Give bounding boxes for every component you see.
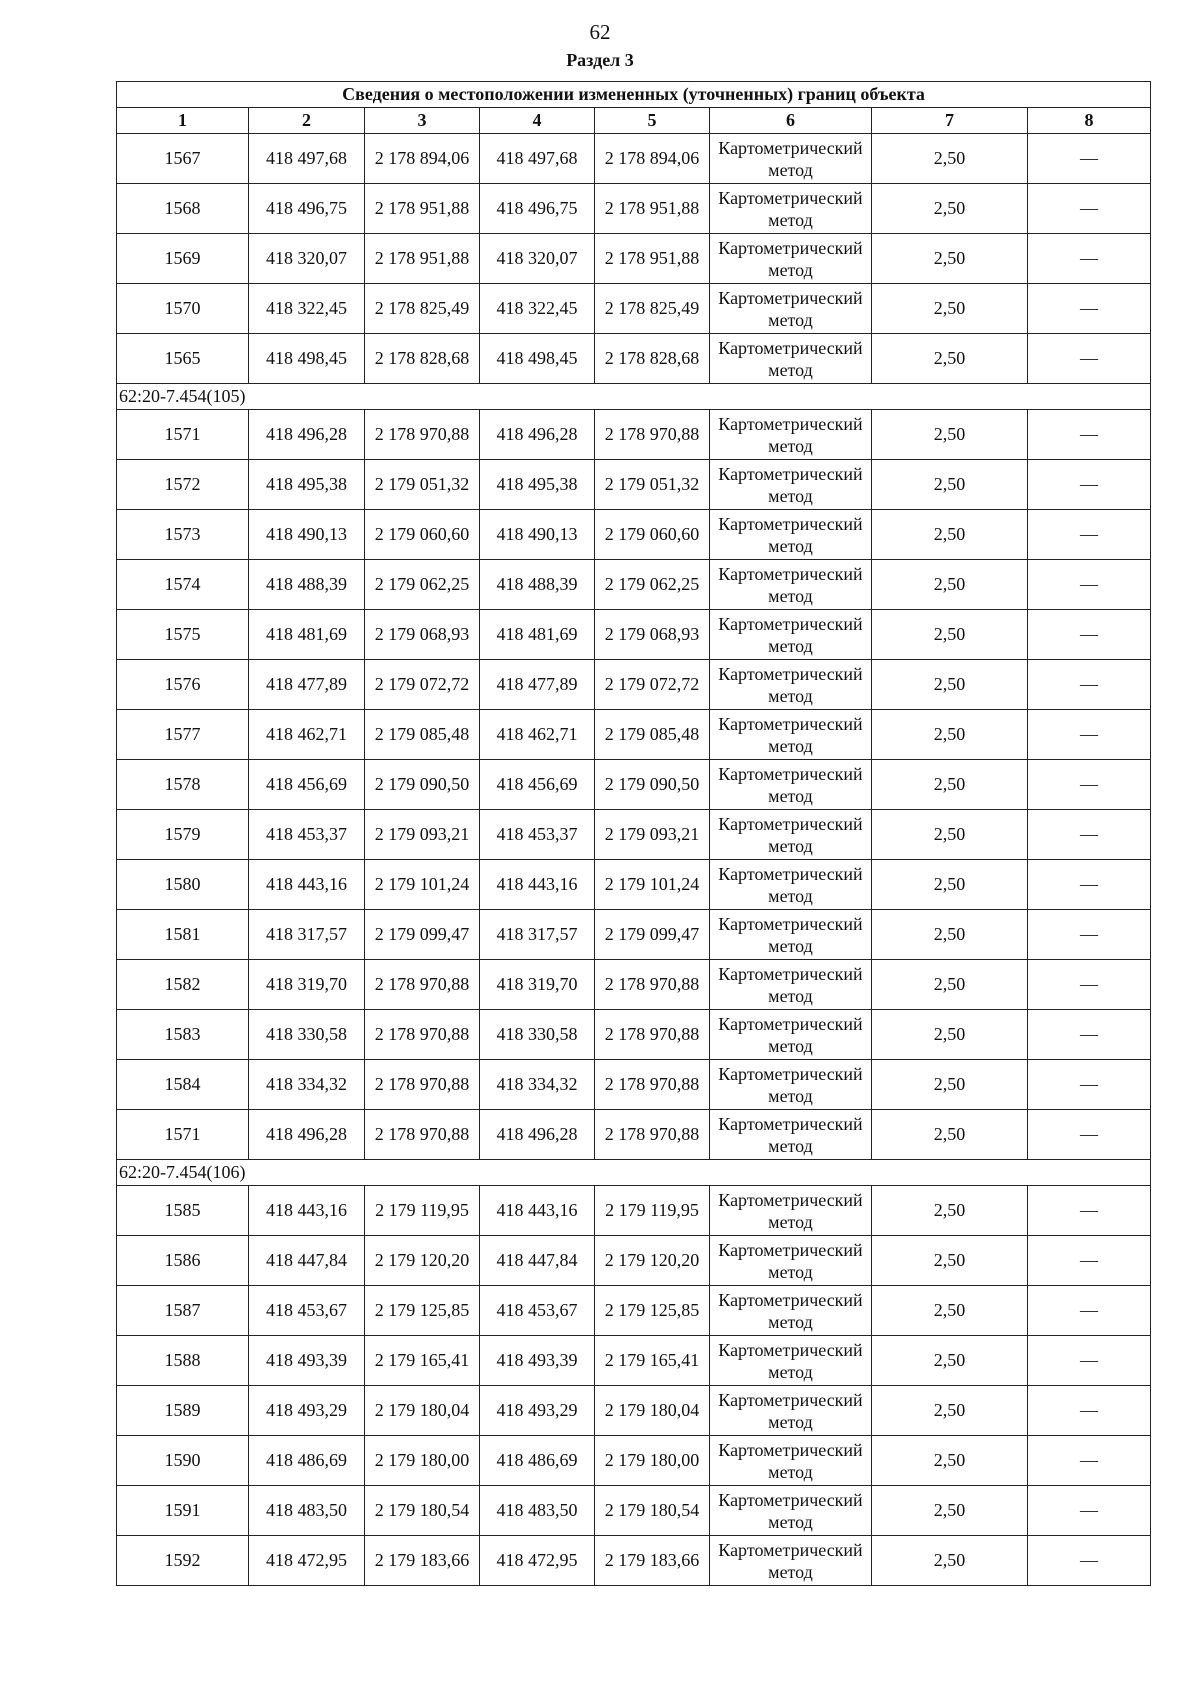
cell-accuracy: 2,50 — [872, 960, 1028, 1010]
cell-y-new: 2 179 180,00 — [595, 1436, 710, 1486]
cell-y-new: 2 178 970,88 — [595, 410, 710, 460]
cell-x-new: 418 447,84 — [480, 1236, 595, 1286]
cell-y-existing: 2 178 828,68 — [365, 334, 480, 384]
cell-y-new: 2 179 085,48 — [595, 710, 710, 760]
table-row — [117, 410, 1151, 460]
cell-description: — — [1028, 860, 1151, 910]
cell-x-new: 418 481,69 — [480, 610, 595, 660]
cell-x-existing: 418 488,39 — [249, 560, 365, 610]
cell-x-existing: 418 496,28 — [249, 1110, 365, 1160]
cell-method: Картометрический метод — [710, 760, 872, 810]
cell-y-new: 2 178 825,49 — [595, 284, 710, 334]
cell-description: — — [1028, 560, 1151, 610]
table-row — [117, 1010, 1151, 1060]
cell-x-existing: 418 334,32 — [249, 1060, 365, 1110]
cell-accuracy: 2,50 — [872, 1386, 1028, 1436]
table-row — [117, 1186, 1151, 1236]
table-row — [117, 960, 1151, 1010]
cell-y-new: 2 179 090,50 — [595, 760, 710, 810]
cell-method: Картометрический метод — [710, 810, 872, 860]
table-row — [117, 460, 1151, 510]
table-row — [117, 1486, 1151, 1536]
cell-y-new: 2 178 970,88 — [595, 1010, 710, 1060]
cell-x-new: 418 495,38 — [480, 460, 595, 510]
cell-point-number: 1591 — [117, 1486, 249, 1536]
cell-x-existing: 418 481,69 — [249, 610, 365, 660]
cell-point-number: 1573 — [117, 510, 249, 560]
cell-x-existing: 418 493,29 — [249, 1386, 365, 1436]
cell-point-number: 1584 — [117, 1060, 249, 1110]
cell-point-number: 1583 — [117, 1010, 249, 1060]
cell-x-existing: 418 447,84 — [249, 1236, 365, 1286]
cell-x-new: 418 453,37 — [480, 810, 595, 860]
cell-accuracy: 2,50 — [872, 184, 1028, 234]
cell-method: Картометрический метод — [710, 184, 872, 234]
cell-method: Картометрический метод — [710, 1060, 872, 1110]
cell-x-existing: 418 495,38 — [249, 460, 365, 510]
cell-y-existing: 2 178 970,88 — [365, 410, 480, 460]
table-caption: Сведения о местоположении измененных (уточненных) границ объекта — [117, 82, 1151, 108]
cell-accuracy: 2,50 — [872, 1436, 1028, 1486]
cell-point-number: 1571 — [117, 410, 249, 460]
group-header-row — [117, 1160, 1151, 1186]
cell-y-new: 2 178 894,06 — [595, 134, 710, 184]
cell-description: — — [1028, 1386, 1151, 1436]
cell-y-new: 2 179 060,60 — [595, 510, 710, 560]
cell-x-existing: 418 472,95 — [249, 1536, 365, 1586]
section-title: Раздел 3 — [566, 50, 634, 70]
cell-y-existing: 2 179 165,41 — [365, 1336, 480, 1386]
cell-x-existing: 418 453,37 — [249, 810, 365, 860]
column-number-row — [117, 108, 1151, 134]
cell-point-number: 1586 — [117, 1236, 249, 1286]
cell-point-number: 1582 — [117, 960, 249, 1010]
cell-y-new: 2 178 970,88 — [595, 960, 710, 1010]
cell-y-new: 2 178 970,88 — [595, 1110, 710, 1160]
cell-y-new: 2 179 051,32 — [595, 460, 710, 510]
table-row — [117, 334, 1151, 384]
table-body — [117, 134, 1151, 1586]
cell-point-number: 1572 — [117, 460, 249, 510]
table-row — [117, 660, 1151, 710]
page-number: 62 — [589, 20, 611, 44]
table-row — [117, 610, 1151, 660]
cell-y-existing: 2 178 970,88 — [365, 1060, 480, 1110]
cell-y-new: 2 179 068,93 — [595, 610, 710, 660]
cell-method: Картометрический метод — [710, 410, 872, 460]
cell-accuracy: 2,50 — [872, 910, 1028, 960]
cell-method: Картометрический метод — [710, 1486, 872, 1536]
table-row — [117, 1386, 1151, 1436]
column-number: 6 — [710, 108, 872, 134]
table-row — [117, 1336, 1151, 1386]
cell-description: — — [1028, 810, 1151, 860]
cell-x-new: 418 497,68 — [480, 134, 595, 184]
cell-x-new: 418 320,07 — [480, 234, 595, 284]
cell-accuracy: 2,50 — [872, 560, 1028, 610]
cell-point-number: 1570 — [117, 284, 249, 334]
column-number: 4 — [480, 108, 595, 134]
cell-y-existing: 2 178 970,88 — [365, 960, 480, 1010]
cell-y-new: 2 179 165,41 — [595, 1336, 710, 1386]
column-number: 2 — [249, 108, 365, 134]
column-number: 8 — [1028, 108, 1151, 134]
cell-y-existing: 2 179 093,21 — [365, 810, 480, 860]
cell-y-new: 2 179 072,72 — [595, 660, 710, 710]
column-number: 1 — [117, 108, 249, 134]
table-row — [117, 860, 1151, 910]
cell-point-number: 1569 — [117, 234, 249, 284]
cell-x-new: 418 456,69 — [480, 760, 595, 810]
cell-description: — — [1028, 1336, 1151, 1386]
cell-method: Картометрический метод — [710, 1236, 872, 1286]
table-row — [117, 910, 1151, 960]
cell-accuracy: 2,50 — [872, 660, 1028, 710]
cell-accuracy: 2,50 — [872, 610, 1028, 660]
cell-accuracy: 2,50 — [872, 460, 1028, 510]
cell-description: — — [1028, 334, 1151, 384]
table-row — [117, 1436, 1151, 1486]
table-row — [117, 560, 1151, 610]
cell-x-new: 418 498,45 — [480, 334, 595, 384]
cell-accuracy: 2,50 — [872, 1110, 1028, 1160]
cell-x-new: 418 443,16 — [480, 860, 595, 910]
cell-x-new: 418 330,58 — [480, 1010, 595, 1060]
cell-y-existing: 2 178 825,49 — [365, 284, 480, 334]
cell-description: — — [1028, 510, 1151, 560]
cell-x-existing: 418 462,71 — [249, 710, 365, 760]
group-label: 62:20-7.454(106) — [117, 1160, 1151, 1186]
cell-y-existing: 2 179 090,50 — [365, 760, 480, 810]
cell-description: — — [1028, 910, 1151, 960]
cell-x-existing: 418 456,69 — [249, 760, 365, 810]
cell-point-number: 1587 — [117, 1286, 249, 1336]
cell-method: Картометрический метод — [710, 284, 872, 334]
cell-x-new: 418 490,13 — [480, 510, 595, 560]
cell-point-number: 1579 — [117, 810, 249, 860]
cell-x-existing: 418 497,68 — [249, 134, 365, 184]
cell-method: Картометрический метод — [710, 460, 872, 510]
cell-description: — — [1028, 760, 1151, 810]
table-row — [117, 760, 1151, 810]
cell-point-number: 1568 — [117, 184, 249, 234]
cell-x-new: 418 493,29 — [480, 1386, 595, 1436]
cell-method: Картометрический метод — [710, 510, 872, 560]
cell-y-existing: 2 179 180,54 — [365, 1486, 480, 1536]
cell-x-new: 418 496,28 — [480, 1110, 595, 1160]
cell-x-new: 418 462,71 — [480, 710, 595, 760]
cell-description: — — [1028, 1236, 1151, 1286]
cell-x-existing: 418 496,75 — [249, 184, 365, 234]
cell-description: — — [1028, 1186, 1151, 1236]
cell-method: Картометрический метод — [710, 1336, 872, 1386]
cell-x-existing: 418 496,28 — [249, 410, 365, 460]
cell-description: — — [1028, 660, 1151, 710]
column-number: 7 — [872, 108, 1028, 134]
table-row — [117, 1060, 1151, 1110]
cell-x-existing: 418 443,16 — [249, 860, 365, 910]
cell-x-existing: 418 319,70 — [249, 960, 365, 1010]
cell-accuracy: 2,50 — [872, 134, 1028, 184]
cell-method: Картометрический метод — [710, 610, 872, 660]
cell-y-existing: 2 178 951,88 — [365, 234, 480, 284]
cell-y-new: 2 179 180,54 — [595, 1486, 710, 1536]
group-label: 62:20-7.454(105) — [117, 384, 1151, 410]
cell-accuracy: 2,50 — [872, 860, 1028, 910]
cell-accuracy: 2,50 — [872, 410, 1028, 460]
cell-y-existing: 2 179 051,32 — [365, 460, 480, 510]
cell-x-new: 418 488,39 — [480, 560, 595, 610]
cell-y-existing: 2 178 894,06 — [365, 134, 480, 184]
cell-accuracy: 2,50 — [872, 1536, 1028, 1586]
cell-y-existing: 2 179 119,95 — [365, 1186, 480, 1236]
table-row — [117, 1110, 1151, 1160]
cell-y-new: 2 178 970,88 — [595, 1060, 710, 1110]
cell-x-new: 418 453,67 — [480, 1286, 595, 1336]
table-row — [117, 1286, 1151, 1336]
table-row — [117, 510, 1151, 560]
cell-description: — — [1028, 410, 1151, 460]
cell-y-existing: 2 179 062,25 — [365, 560, 480, 610]
cell-method: Картометрический метод — [710, 134, 872, 184]
cell-point-number: 1571 — [117, 1110, 249, 1160]
cell-y-new: 2 179 062,25 — [595, 560, 710, 610]
cell-x-existing: 418 493,39 — [249, 1336, 365, 1386]
cell-y-new: 2 179 101,24 — [595, 860, 710, 910]
cell-method: Картометрический метод — [710, 1386, 872, 1436]
cell-method: Картометрический метод — [710, 710, 872, 760]
cell-point-number: 1576 — [117, 660, 249, 710]
cell-y-existing: 2 179 060,60 — [365, 510, 480, 560]
cell-description: — — [1028, 184, 1151, 234]
cell-point-number: 1580 — [117, 860, 249, 910]
table-row — [117, 810, 1151, 860]
cell-y-new: 2 179 099,47 — [595, 910, 710, 960]
cell-description: — — [1028, 1286, 1151, 1336]
cell-x-new: 418 472,95 — [480, 1536, 595, 1586]
cell-accuracy: 2,50 — [872, 1336, 1028, 1386]
cell-x-new: 418 493,39 — [480, 1336, 595, 1386]
cell-y-existing: 2 179 180,04 — [365, 1386, 480, 1436]
cell-y-new: 2 178 951,88 — [595, 184, 710, 234]
cell-point-number: 1575 — [117, 610, 249, 660]
cell-y-existing: 2 179 085,48 — [365, 710, 480, 760]
cell-y-new: 2 179 120,20 — [595, 1236, 710, 1286]
cell-description: — — [1028, 1486, 1151, 1536]
table-row — [117, 134, 1151, 184]
cell-method: Картометрический метод — [710, 560, 872, 610]
cell-description: — — [1028, 1010, 1151, 1060]
cell-point-number: 1567 — [117, 134, 249, 184]
cell-x-existing: 418 322,45 — [249, 284, 365, 334]
cell-y-new: 2 179 093,21 — [595, 810, 710, 860]
cell-description: — — [1028, 610, 1151, 660]
cell-x-existing: 418 477,89 — [249, 660, 365, 710]
cell-accuracy: 2,50 — [872, 1010, 1028, 1060]
cell-point-number: 1581 — [117, 910, 249, 960]
cell-x-existing: 418 498,45 — [249, 334, 365, 384]
cell-point-number: 1574 — [117, 560, 249, 610]
cell-y-existing: 2 178 951,88 — [365, 184, 480, 234]
cell-x-new: 418 496,28 — [480, 410, 595, 460]
cell-y-existing: 2 179 099,47 — [365, 910, 480, 960]
cell-accuracy: 2,50 — [872, 1286, 1028, 1336]
cell-accuracy: 2,50 — [872, 710, 1028, 760]
cell-description: — — [1028, 710, 1151, 760]
cell-method: Картометрический метод — [710, 1110, 872, 1160]
cell-accuracy: 2,50 — [872, 1236, 1028, 1286]
cell-method: Картометрический метод — [710, 234, 872, 284]
cell-method: Картометрический метод — [710, 1286, 872, 1336]
table-row — [117, 234, 1151, 284]
cell-x-existing: 418 483,50 — [249, 1486, 365, 1536]
cell-accuracy: 2,50 — [872, 234, 1028, 284]
cell-point-number: 1592 — [117, 1536, 249, 1586]
cell-y-new: 2 179 180,04 — [595, 1386, 710, 1436]
column-number: 3 — [365, 108, 480, 134]
cell-accuracy: 2,50 — [872, 760, 1028, 810]
table-row — [117, 1536, 1151, 1586]
table-row — [117, 1236, 1151, 1286]
cell-accuracy: 2,50 — [872, 1486, 1028, 1536]
cell-x-existing: 418 453,67 — [249, 1286, 365, 1336]
column-number: 5 — [595, 108, 710, 134]
cell-x-existing: 418 486,69 — [249, 1436, 365, 1486]
cell-point-number: 1565 — [117, 334, 249, 384]
cell-x-new: 418 486,69 — [480, 1436, 595, 1486]
cell-y-existing: 2 179 101,24 — [365, 860, 480, 910]
cell-y-new: 2 179 119,95 — [595, 1186, 710, 1236]
cell-description: — — [1028, 1060, 1151, 1110]
cell-x-new: 418 319,70 — [480, 960, 595, 1010]
cell-y-existing: 2 179 068,93 — [365, 610, 480, 660]
cell-description: — — [1028, 1536, 1151, 1586]
cell-point-number: 1590 — [117, 1436, 249, 1486]
coordinates-table — [116, 81, 1151, 1586]
cell-y-existing: 2 179 072,72 — [365, 660, 480, 710]
cell-x-new: 418 334,32 — [480, 1060, 595, 1110]
cell-y-new: 2 179 125,85 — [595, 1286, 710, 1336]
cell-accuracy: 2,50 — [872, 1060, 1028, 1110]
cell-method: Картометрический метод — [710, 660, 872, 710]
cell-point-number: 1588 — [117, 1336, 249, 1386]
cell-y-existing: 2 179 120,20 — [365, 1236, 480, 1286]
cell-y-existing: 2 178 970,88 — [365, 1010, 480, 1060]
cell-x-new: 418 496,75 — [480, 184, 595, 234]
cell-method: Картометрический метод — [710, 1010, 872, 1060]
cell-description: — — [1028, 1110, 1151, 1160]
cell-x-new: 418 443,16 — [480, 1186, 595, 1236]
cell-point-number: 1578 — [117, 760, 249, 810]
cell-x-existing: 418 320,07 — [249, 234, 365, 284]
cell-accuracy: 2,50 — [872, 810, 1028, 860]
cell-x-existing: 418 443,16 — [249, 1186, 365, 1236]
cell-description: — — [1028, 1436, 1151, 1486]
table-row — [117, 710, 1151, 760]
cell-y-existing: 2 179 125,85 — [365, 1286, 480, 1336]
group-header-row — [117, 384, 1151, 410]
cell-description: — — [1028, 460, 1151, 510]
cell-point-number: 1589 — [117, 1386, 249, 1436]
cell-y-existing: 2 179 180,00 — [365, 1436, 480, 1486]
cell-y-existing: 2 178 970,88 — [365, 1110, 480, 1160]
cell-point-number: 1585 — [117, 1186, 249, 1236]
cell-x-new: 418 317,57 — [480, 910, 595, 960]
cell-description: — — [1028, 134, 1151, 184]
cell-method: Картометрический метод — [710, 334, 872, 384]
cell-point-number: 1577 — [117, 710, 249, 760]
cell-description: — — [1028, 234, 1151, 284]
cell-x-existing: 418 490,13 — [249, 510, 365, 560]
cell-description: — — [1028, 960, 1151, 1010]
cell-method: Картометрический метод — [710, 910, 872, 960]
cell-method: Картометрический метод — [710, 960, 872, 1010]
cell-method: Картометрический метод — [710, 1436, 872, 1486]
cell-description: — — [1028, 284, 1151, 334]
cell-x-new: 418 483,50 — [480, 1486, 595, 1536]
cell-x-new: 418 322,45 — [480, 284, 595, 334]
table-row — [117, 184, 1151, 234]
cell-x-existing: 418 317,57 — [249, 910, 365, 960]
cell-method: Картометрический метод — [710, 1536, 872, 1586]
cell-accuracy: 2,50 — [872, 510, 1028, 560]
cell-x-new: 418 477,89 — [480, 660, 595, 710]
cell-y-existing: 2 179 183,66 — [365, 1536, 480, 1586]
cell-y-new: 2 178 828,68 — [595, 334, 710, 384]
cell-accuracy: 2,50 — [872, 1186, 1028, 1236]
cell-x-existing: 418 330,58 — [249, 1010, 365, 1060]
table-row — [117, 284, 1151, 334]
cell-method: Картометрический метод — [710, 860, 872, 910]
cell-accuracy: 2,50 — [872, 284, 1028, 334]
cell-accuracy: 2,50 — [872, 334, 1028, 384]
cell-y-new: 2 179 183,66 — [595, 1536, 710, 1586]
cell-y-new: 2 178 951,88 — [595, 234, 710, 284]
cell-method: Картометрический метод — [710, 1186, 872, 1236]
